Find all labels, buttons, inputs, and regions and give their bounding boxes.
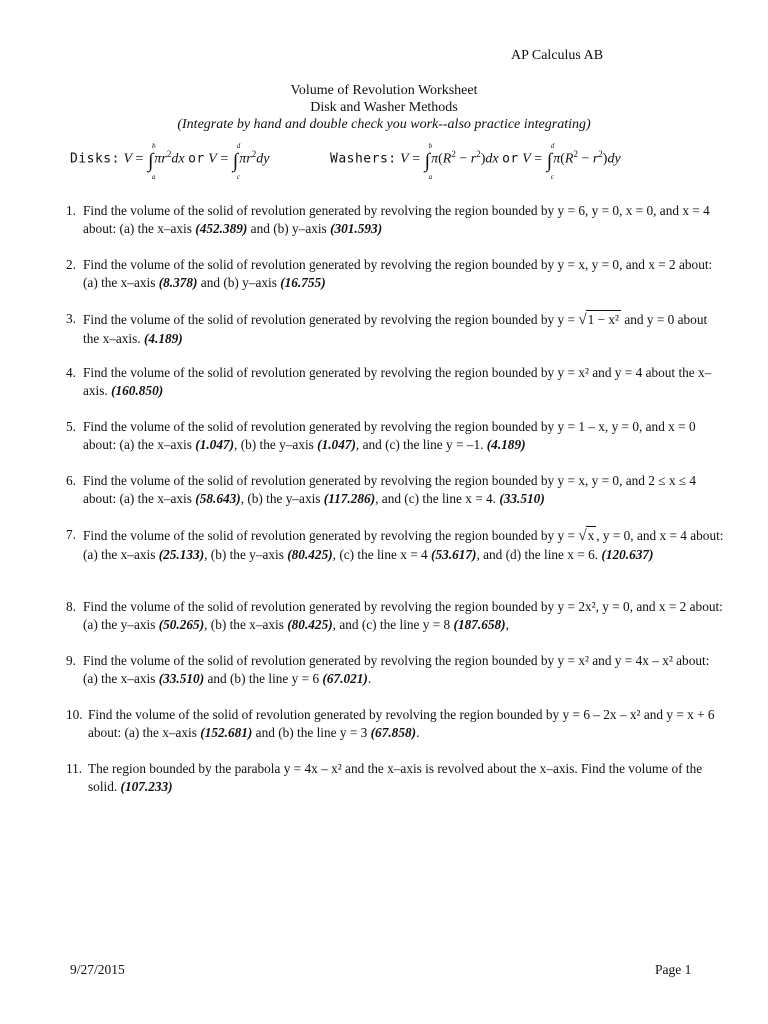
problem-2: 2. Find the volume of the solid of revolution generated by revolving the region bounded by y = x, y = 0, and x = 2 about: (a) the x–axis (8.378) and (b) y–axis (16.755)	[66, 257, 713, 290]
title-block	[0, 82, 768, 133]
answer: (80.425)	[287, 546, 333, 562]
answer: (8.378)	[158, 274, 198, 290]
answer: (53.617)	[431, 546, 477, 562]
answer: (4.189)	[143, 330, 183, 346]
answer: (452.389)	[195, 220, 248, 236]
formula-row	[70, 137, 710, 183]
problem-7: 7. Find the volume of the solid of revolution generated by revolving the region bounded by y = √x , y = 0, and x = 4 about: (a) the x–axis (25.133), (b) the y–axis (80.425), (c) the line x = 4 (53.617), and (d) the line x = 6. (120.637)	[66, 527, 724, 562]
washer-formulas: Washers: V = ∫ b a $\pi(R^2 - r^2)dx$ or V = ∫ d c $\pi(R^2 - r^2)dy$	[330, 141, 621, 181]
answer: (187.658)	[453, 616, 506, 632]
disk-formulas: Disks: V = ∫ b a $\pi r^2dx$ or V = ∫ d c $\pi r^2dy$	[70, 141, 270, 181]
answer: (67.858)	[370, 724, 417, 740]
answer: (152.681)	[200, 724, 253, 740]
answer: (25.133)	[158, 546, 205, 562]
answer: (67.021)	[322, 670, 368, 686]
answer: (4.189)	[486, 436, 526, 452]
problem-6: 6. Find the volume of the solid of revolution generated by revolving the region bounded by y = x, y = 0, and 2 ≤ x ≤ 4 about: (a) the x–axis (58.643), (b) the y–axis (117.286), and (c) the line x = 4. (33.510)	[66, 473, 697, 506]
answer: (107.233)	[120, 778, 173, 794]
worksheet-title: Volume of Revolution Worksheet	[290, 83, 478, 98]
problem-9: 9. Find the volume of the solid of revolution generated by revolving the region bounded by y = x² and y = 4x – x² about: (a) the x–axis (33.510) and (b) the line y = 6 (67.021).	[66, 653, 710, 686]
answer: (58.643)	[195, 490, 241, 506]
answer: (117.286)	[323, 490, 376, 506]
answer: (1.047)	[195, 436, 235, 452]
answer: (1.047)	[317, 436, 356, 452]
problem-11: 11. The region bounded by the parabola y = 4x – x² and the x–axis is revolved about the x–axis. Find the volume of the solid. (107.233)	[66, 761, 703, 794]
disks-label: Disks:	[70, 151, 120, 167]
worksheet-instructions: (Integrate by hand and double check you work--also practice integrating)	[177, 117, 591, 132]
course-name: AP Calculus AB	[511, 48, 604, 63]
answer: (160.850)	[111, 382, 164, 398]
answer: (16.755)	[280, 274, 326, 290]
answer: (120.637)	[601, 546, 654, 562]
worksheet-subtitle: Disk and Washer Methods	[310, 100, 458, 115]
or-label: or	[502, 151, 519, 167]
problem-8: 8. Find the volume of the solid of revolution generated by revolving the region bounded by y = 2x², y = 0, and x = 2 about: (a) the y–axis (50.265), (b) the x–axis (80.425), and (c) the line y = 8 (187.658),	[66, 599, 723, 632]
problem-1: 1. Find the volume of the solid of revolution generated by revolving the region bounded by y = 6, y = 0, x = 0, and x = 4 about: (a) the x–axis (452.389) and (b) y–axis (301.593)	[66, 203, 710, 236]
washers-label: Washers:	[330, 151, 397, 167]
answer: (301.593)	[330, 220, 383, 236]
problem-5: 5. Find the volume of the solid of revolution generated by revolving the region bounded by y = 1 – x, y = 0, and x = 0 about: (a) the x–axis (1.047), (b) the y–axis (1.047), and (c) the line y = –1. (4.189)	[66, 419, 696, 452]
or-label: or	[188, 151, 205, 167]
answer: (80.425)	[287, 616, 333, 632]
footer-date: 9/27/2015	[70, 962, 125, 977]
footer-page-number: Page 1	[655, 962, 692, 977]
problem-4: 4. Find the volume of the solid of revolution generated by revolving the region bounded by y = x² and y = 4 about the x–axis. (160.850)	[66, 365, 712, 398]
answer: (33.510)	[158, 670, 205, 686]
problem-10: 10. Find the volume of the solid of revolution generated by revolving the region bounded by y = 6 – 2x – x² and y = x + 6 about: (a) the x–axis (152.681) and (b) the line y = 3 (67.858).	[66, 707, 715, 740]
answer: (50.265)	[158, 616, 205, 632]
problem-3: 3. Find the volume of the solid of revolution generated by revolving the region bounded by y = √1 − x² and y = 0 about the x–axis. (4.189)	[66, 311, 708, 346]
answer: (33.510)	[499, 490, 545, 506]
